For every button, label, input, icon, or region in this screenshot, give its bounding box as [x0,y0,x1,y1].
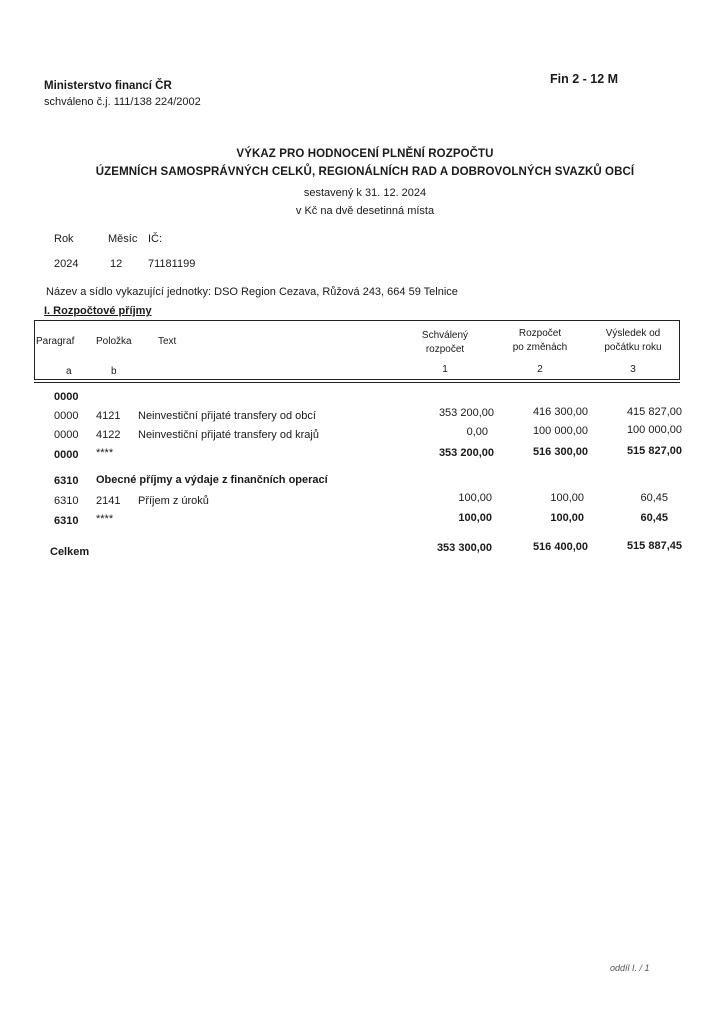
total-result: 515 887,45 [626,540,682,552]
value-ic: 71181199 [148,258,196,270]
header-polozka: Položka [96,336,132,347]
header-col2-line2: po změnách [512,342,568,353]
table-header-divider [34,382,680,383]
cell-paragraf: 0000 [54,449,79,461]
form-code: Fin 2 - 12 M [550,72,619,86]
cell-paragraf: 6310 [54,515,79,527]
header-col1-line1: Schválený [421,330,469,341]
approval-reference: schváleno č.j. 111/138 224/2002 [44,96,201,108]
page-footer: oddíl I. / 1 [610,963,650,973]
value-year: 2024 [54,258,79,270]
header-col3-line1: Výsledek od [605,328,661,339]
cell-polozka: 4122 [96,429,121,441]
header-sub-b: b [111,366,117,377]
report-unit: v Kč na dvě desetinná místa [295,205,435,217]
cell-revised-budget: 100 000,00 [532,425,588,437]
header-paragraf: Paragraf [36,336,75,347]
group-heading-paragraf: 0000 [54,391,79,403]
cell-result: 60,45 [640,492,668,504]
header-col3-line2: počátku roku [604,342,662,353]
cell-revised-budget: 100,00 [550,492,584,504]
cell-result: 60,45 [640,512,668,524]
cell-result: 100 000,00 [626,424,682,436]
cell-revised-budget: 416 300,00 [532,406,588,418]
cell-text: Neinvestiční přijaté transfery od krajů [138,429,319,441]
cell-revised-budget: 516 300,00 [532,446,588,458]
group-heading-text: Obecné příjmy a výdaje z finančních operací [96,474,328,486]
cell-paragraf: 6310 [54,495,79,507]
cell-revised-budget: 100,00 [550,512,584,524]
entity-name-address: Název a sídlo vykazující jednotky: DSO Region Cezava, Růžová 243, 664 59 Telnice [46,286,458,298]
cell-approved-budget: 353 200,00 [438,447,494,459]
report-title-line1: VÝKAZ PRO HODNOCENÍ PLNĚNÍ ROZPOČTU [236,148,494,160]
label-month: Měsíc [108,233,138,245]
total-label: Celkem [50,546,90,558]
label-ic: IČ: [148,233,163,245]
label-year: Rok [54,233,74,245]
cell-approved-budget: 100,00 [458,492,492,504]
cell-text: Příjem z úroků [138,495,209,507]
header-sub-1: 1 [442,364,448,375]
header-sub-3: 3 [630,364,636,375]
cell-text: Neinvestiční přijaté transfery od obcí [138,410,316,422]
group-heading-paragraf: 6310 [54,475,79,487]
report-title-line2: ÚZEMNÍCH SAMOSPRÁVNÝCH CELKŮ, REGIONÁLNÍCH RAD A DOBROVOLNÝCH SVAZKŮ OBCÍ [95,166,635,178]
header-col2-line1: Rozpočet [518,328,562,339]
cell-approved-budget: 353 200,00 [438,407,494,419]
header-text: Text [158,336,177,347]
cell-approved-budget: 100,00 [458,512,492,524]
cell-result: 415 827,00 [626,406,682,418]
cell-approved-budget: 0,00 [466,426,488,438]
value-month: 12 [110,258,123,270]
header-sub-a: a [66,366,72,377]
cell-polozka: **** [96,447,114,459]
cell-polozka: 4121 [96,410,121,422]
total-approved-budget: 353 300,00 [436,542,492,554]
report-date: sestavený k 31. 12. 2024 [303,187,427,199]
cell-result: 515 827,00 [626,445,682,457]
cell-paragraf: 0000 [54,410,79,422]
section-title: I. Rozpočtové příjmy [44,305,152,317]
total-revised-budget: 516 400,00 [532,541,588,553]
cell-polozka: 2141 [96,495,121,507]
header-sub-2: 2 [537,364,543,375]
header-col1-line2: rozpočet [425,344,465,355]
cell-polozka: **** [96,513,114,525]
cell-paragraf: 0000 [54,429,79,441]
ministry-name: Ministerstvo financí ČR [44,80,172,92]
